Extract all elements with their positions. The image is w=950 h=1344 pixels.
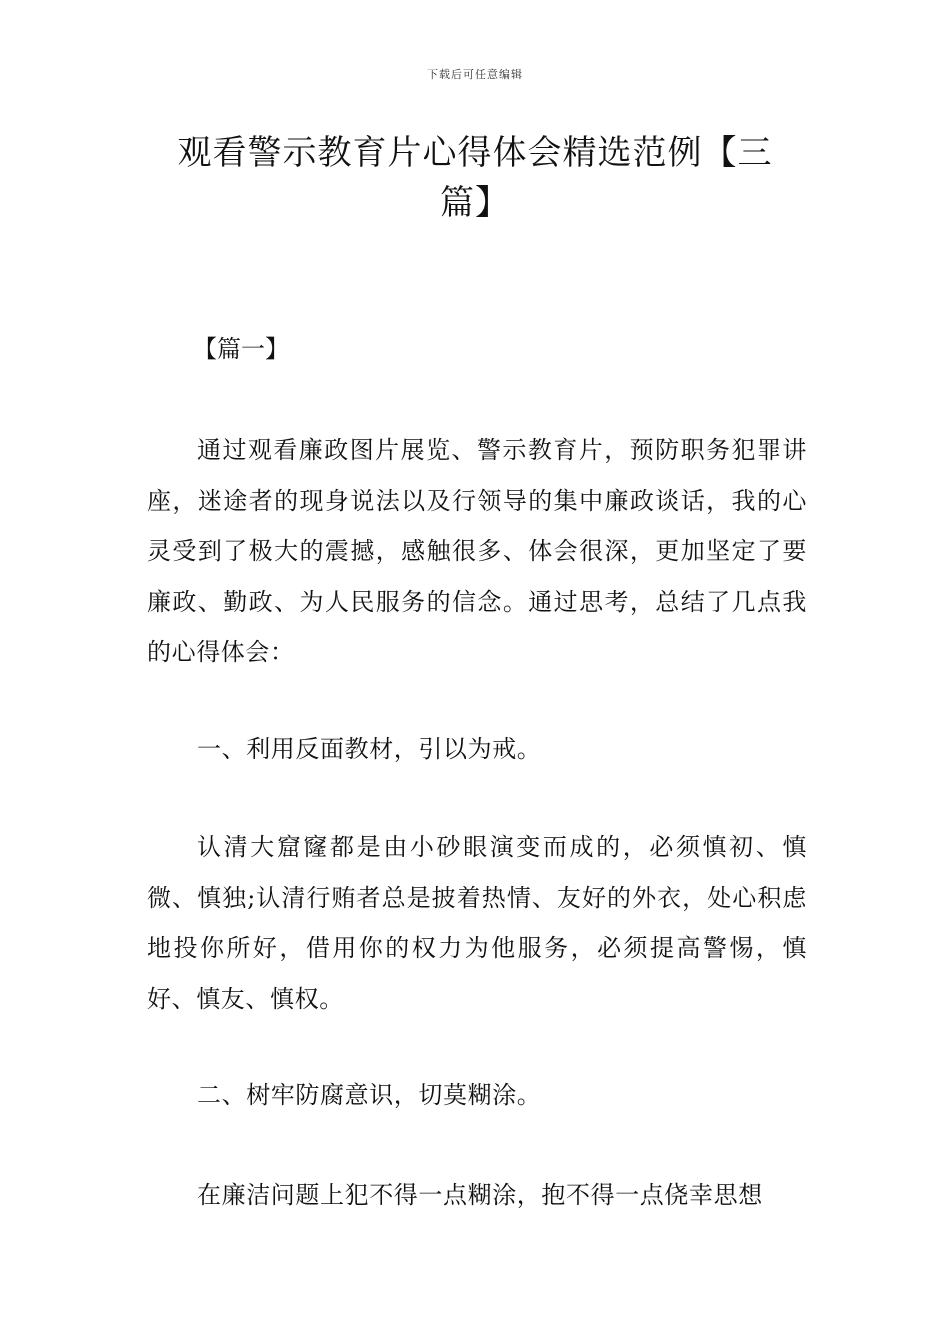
document-title: 观看警示教育片心得体会精选范例【三篇】 xyxy=(177,133,773,223)
header-note: 下载后可任意编辑 xyxy=(427,68,523,81)
paragraph-point-one: 认清大窟窿都是由小砂眼演变而成的，必须慎初、慎微、慎独;认清行贿者总是披着热情、友好的外衣，处心积虑地投你所好，借用你的权力为他服务，必须提高警惕，慎好、慎友、慎权。 xyxy=(147,833,807,1013)
paragraph-intro: 通过观看廉政图片展览、警示教育片，预防职务犯罪讲座，迷途者的现身说法以及行领导的集中廉政谈话，我的心灵受到了极大的震撼，感触很多、体会很深，更加坚定了要廉政、勤政、为人民服务的信念。通过思考，总结了几点我的心得体会： xyxy=(147,436,807,666)
paragraph-point-two: 在廉洁问题上犯不得一点糊涂，抱不得一点侥幸思想 xyxy=(197,1181,763,1209)
heading-point-one: 一、利用反面教材，引以为戒。 xyxy=(197,735,542,763)
heading-point-two: 二、树牢防腐意识，切莫糊涂。 xyxy=(197,1081,542,1109)
section-label: 【篇一】 xyxy=(193,335,289,363)
